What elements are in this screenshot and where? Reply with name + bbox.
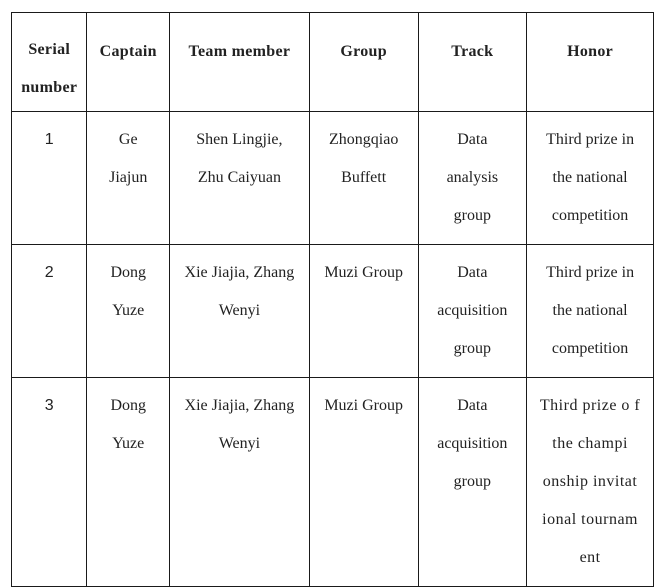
serial-cell: 3 [12, 378, 87, 587]
header-honor: Honor [527, 13, 654, 112]
group-cell: Zhongqiao Buffett [309, 112, 418, 245]
serial-cell: 1 [12, 112, 87, 245]
captain-cell: Ge Jiajun [87, 112, 170, 245]
track-cell: Data acquisition group [418, 245, 527, 378]
header-team-member: Team member [169, 13, 309, 112]
track-cell: Data acquisition group [418, 378, 527, 587]
header-serial-number: Serial number [12, 13, 87, 112]
group-cell: Muzi Group [309, 378, 418, 587]
track-cell: Data analysis group [418, 112, 527, 245]
honor-cell: Third prize in the national competition [527, 112, 654, 245]
honor-cell: Third prize o f the champi onship invitat ional tournam ent [527, 378, 654, 587]
table-row [12, 112, 654, 245]
members-cell: Xie Jiajia, Zhang Wenyi [169, 245, 309, 378]
honor-cell: Third prize in the national competition [527, 245, 654, 378]
serial-cell: 2 [12, 245, 87, 378]
captain-cell: Dong Yuze [87, 378, 170, 587]
awards-table [11, 12, 654, 587]
members-cell: Xie Jiajia, Zhang Wenyi [169, 378, 309, 587]
header-row [12, 13, 654, 112]
table-row [12, 378, 654, 587]
table-row [12, 245, 654, 378]
group-cell: Muzi Group [309, 245, 418, 378]
header-track: Track [418, 13, 527, 112]
captain-cell: Dong Yuze [87, 245, 170, 378]
header-group: Group [309, 13, 418, 112]
members-cell: Shen Lingjie, Zhu Caiyuan [169, 112, 309, 245]
header-captain: Captain [87, 13, 170, 112]
